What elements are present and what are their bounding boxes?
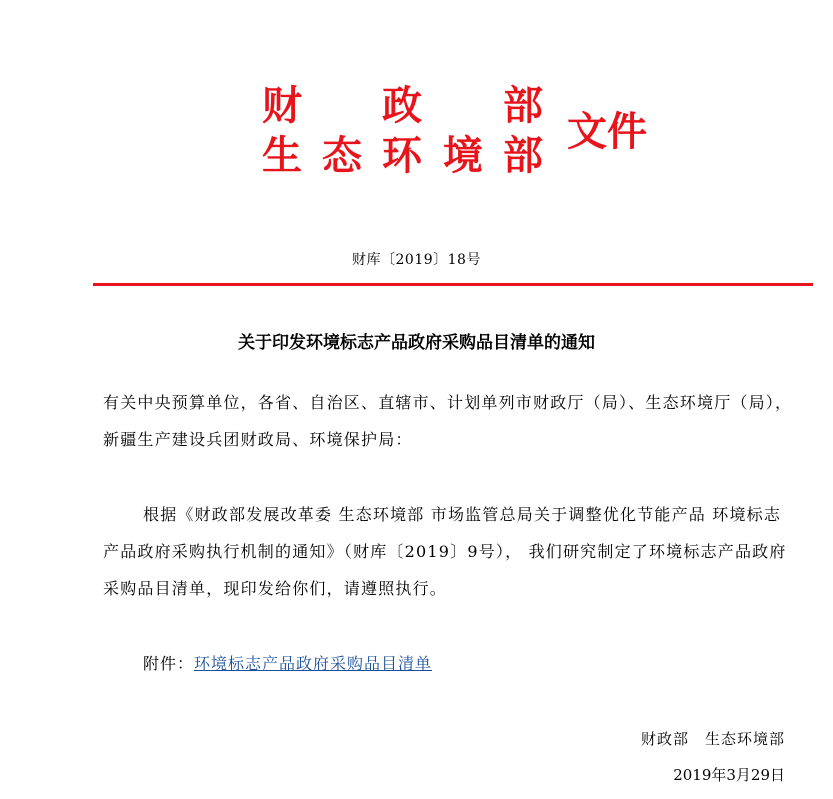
letterhead-char: 部: [503, 82, 543, 129]
addressee-paragraph: 有关中央预算单位，各省、自治区、直辖市、计划单列市财政厅（局）、生态环境厅（局），新疆生产建设兵团财政局、环境保护局：: [103, 393, 793, 449]
letterhead-char: 财: [262, 82, 302, 129]
letterhead-suffix: 文件: [567, 108, 647, 155]
body-paragraph: 根据《财政部发展改革委 生态环境部 市场监管总局关于调整优化节能产品 环境标志产品政府采购执行机制的通知》（财库〔2019〕9号）， 我们研究制定了环境标志产品政府采购品目清单，现印发给你们，请遵照执行。: [103, 505, 787, 598]
attachment-label: 附件：: [143, 654, 195, 673]
issue-date: 2019年3月29日: [673, 766, 785, 784]
letterhead: [0, 0, 833, 200]
document-number: 财库〔2019〕18号: [352, 252, 481, 268]
letterhead-char: 境: [443, 132, 483, 179]
attachment-line: [143, 648, 432, 680]
notice-title: 关于印发环境标志产品政府采购品目清单的通知: [238, 333, 595, 353]
letterhead-char: 环: [382, 132, 422, 179]
letterhead-char: 态: [322, 132, 362, 179]
signature: 财政部 生态环境部: [640, 730, 785, 748]
red-divider: [93, 283, 813, 286]
attachment-link[interactable]: 环境标志产品政府采购品目清单: [194, 654, 433, 673]
letterhead-char: 政: [382, 82, 422, 129]
letterhead-char: 部: [503, 132, 543, 179]
letterhead-char: 生: [262, 132, 302, 179]
